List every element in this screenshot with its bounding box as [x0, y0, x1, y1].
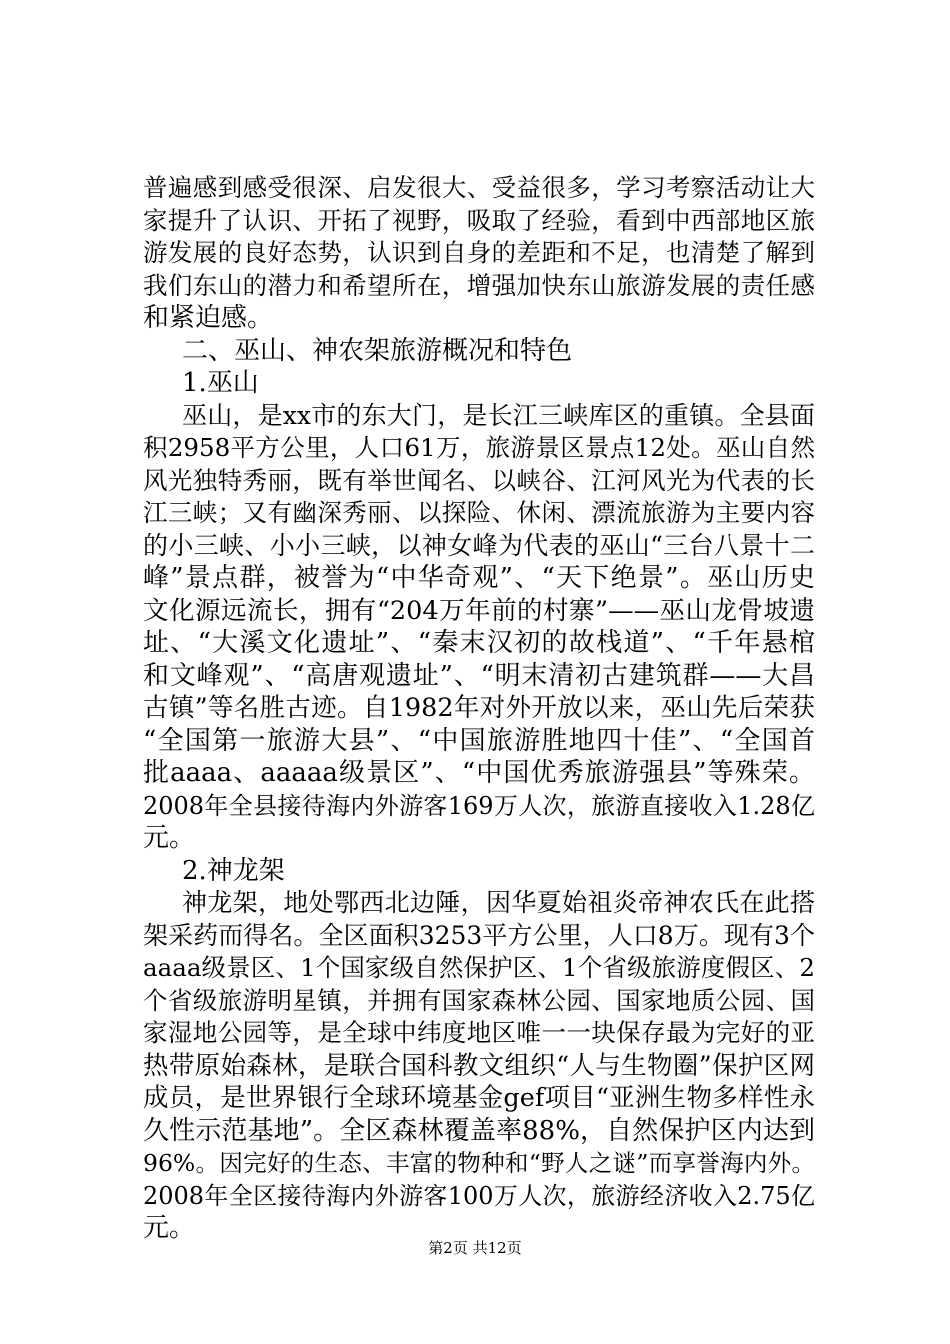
text-line: 神龙架，地处鄂西北边陲，因华夏始祖炎帝神农氏在此搭: [182, 888, 815, 917]
text-line: 家湿地公园等，是全球中纬度地区唯一一块保存最为完好的亚: [143, 1018, 815, 1047]
text-line: 普遍感到感受很深、启发很大、受益很多，学习考察活动让大: [143, 173, 815, 202]
text-line: 批aaaa、aaaaa级景区”、“中国优秀旅游强县”等殊荣。: [143, 758, 815, 788]
text-line: 家提升了认识、开拓了视野，吸取了经验，看到中西部地区旅: [143, 205, 815, 235]
text-line: “全国第一旅游大县”、“中国旅游胜地四十佳”、“全国首: [143, 725, 815, 756]
text-line: 游发展的良好态势，认识到自身的差距和不足，也清楚了解到: [143, 238, 815, 267]
text-line: 架采药而得名。全区面积3253平方公里，人口8万。现有3个: [143, 920, 815, 950]
text-line: 久性示范基地”。全区森林覆盖率88%，自然保护区内达到: [143, 1115, 815, 1146]
text-line: 元。: [143, 823, 196, 853]
text-line: 元。: [143, 1213, 196, 1243]
text-line: 和文峰观”、“高唐观遗址”、“明末清初古建筑群——大昌: [143, 660, 815, 691]
text-line: 我们东山的潜力和希望所在，增强加快东山旅游发展的责任感: [143, 270, 815, 300]
page-number: 第2页 共12页: [428, 1239, 522, 1257]
text-line: 成员，是世界银行全球环境基金gef项目“亚洲生物多样性永: [143, 1083, 815, 1113]
text-line: 积2958平方公里，人口61万，旅游景区景点12处。巫山自然: [143, 433, 815, 462]
text-line: 文化源远流长，拥有“204万年前的村寨”——巫山龙骨坡遗: [143, 595, 815, 626]
text-line: 的小三峡、小小三峡，以神女峰为代表的巫山“三台八景十二: [143, 530, 815, 560]
text-line: 热带原始森林，是联合国科教文组织“人与生物圈”保护区网: [143, 1050, 815, 1081]
text-line: 址、“大溪文化遗址”、“秦末汉初的故栈道”、“千年悬棺: [143, 628, 815, 658]
text-line: 个省级旅游明星镇，并拥有国家森林公园、国家地质公园、国: [143, 985, 815, 1015]
text-line: 和紧迫感。: [143, 303, 274, 333]
section-heading: 二、巫山、神农架旅游概况和特色: [182, 335, 573, 366]
text-line: 风光独特秀丽，既有举世闻名、以峡谷、江河风光为代表的长: [143, 465, 815, 495]
text-line: 古镇”等名胜古迹。自1982年对外开放以来，巫山先后荣获: [143, 693, 815, 723]
text-line: 2008年全区接待海内外游客100万人次，旅游经济收入2.75亿: [143, 1181, 815, 1210]
text-line: 江三峡；又有幽深秀丽、以探险、休闲、漂流旅游为主要内容: [143, 498, 815, 527]
subsection-heading-shennongjia: 2.神龙架: [182, 855, 285, 886]
text-line: aaaa级景区、1个国家级自然保护区、1个省级旅游度假区、2: [143, 953, 815, 982]
text-line: 2008年全县接待海内外游客169万人次，旅游直接收入1.28亿: [143, 791, 815, 820]
text-line: 峰”景点群，被誉为“中华奇观”、“天下绝景”。巫山历史: [143, 563, 815, 593]
text-line: 巫山，是xx市的东大门，是长江三峡库区的重镇。全县面: [182, 400, 815, 430]
subsection-heading-wushan: 1.巫山: [182, 368, 259, 398]
document-body: [143, 172, 815, 1245]
text-line: 96%。因完好的生态、丰富的物种和“野人之谜”而享誉海内外。: [143, 1149, 815, 1177]
